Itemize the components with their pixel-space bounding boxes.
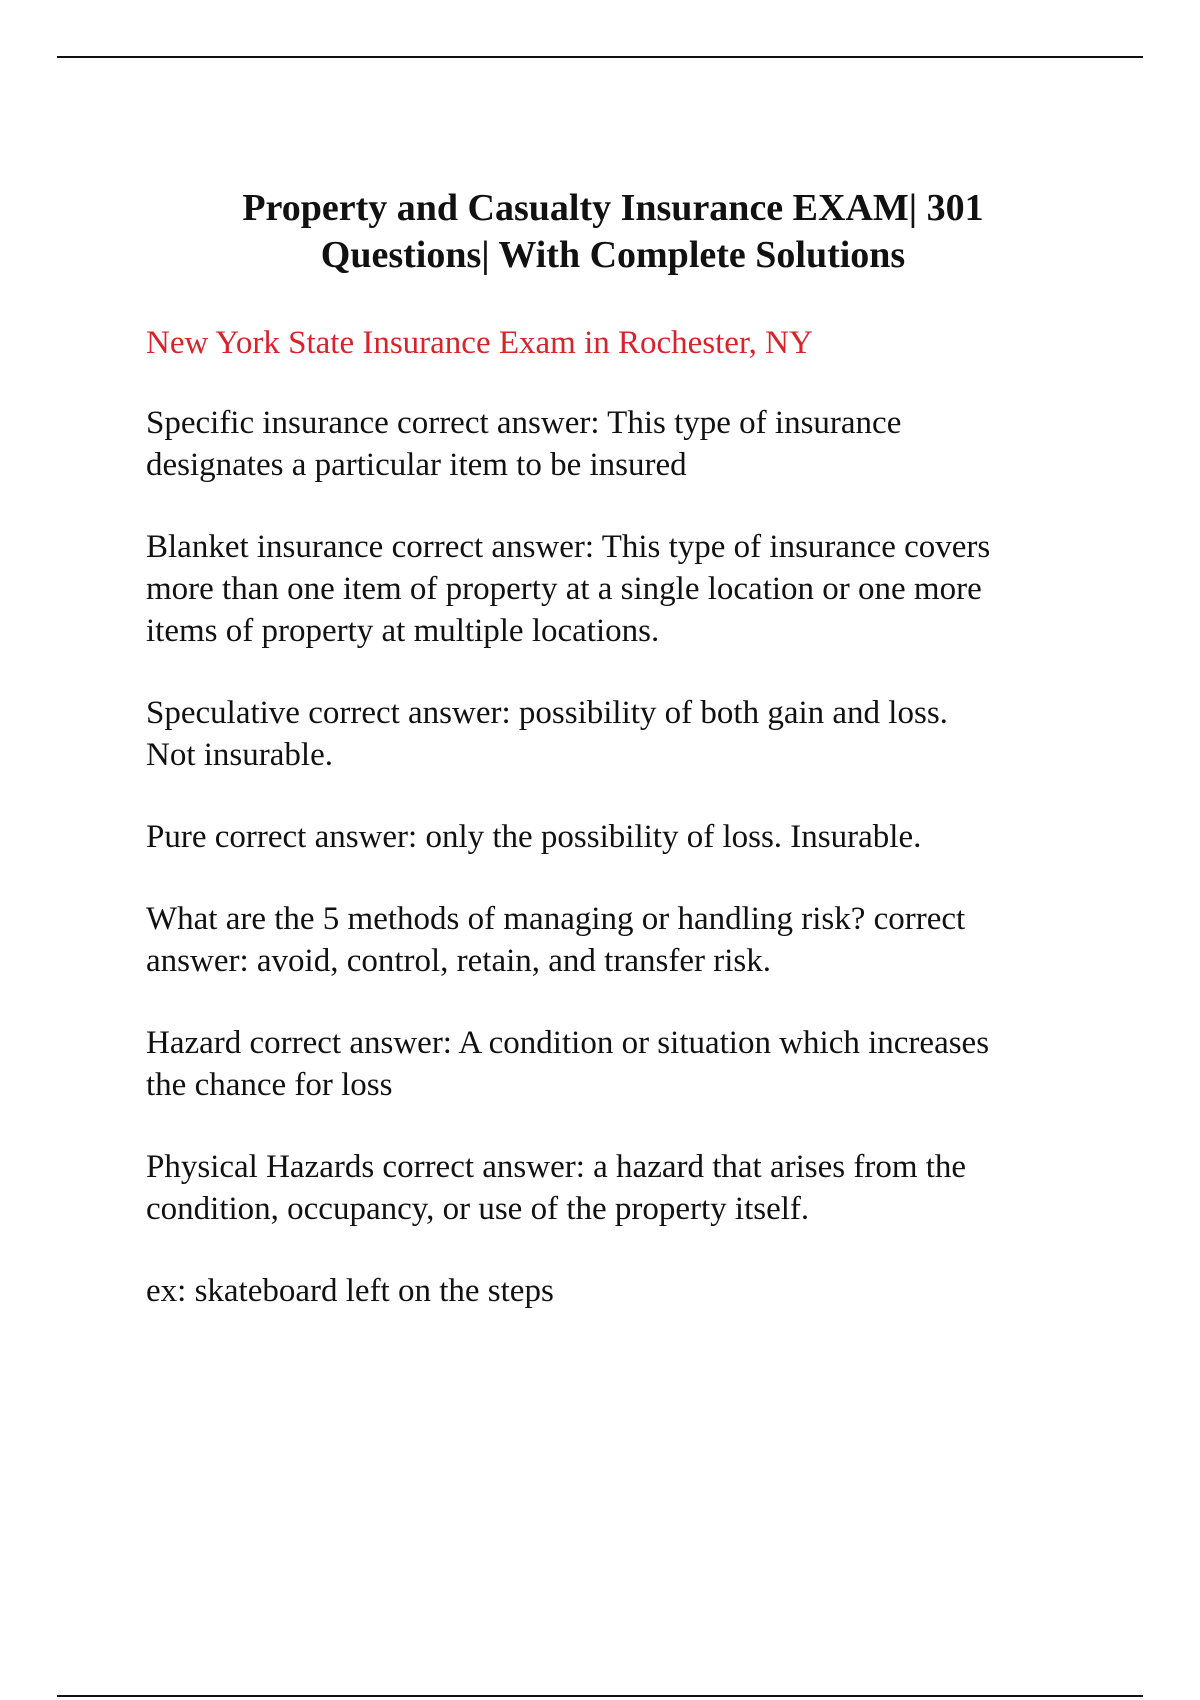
qa-line: condition, occupancy, or use of the property itself. (146, 1191, 810, 1227)
qa-entry-hazard (146, 1022, 1096, 1106)
qa-line: ex: skateboard left on the steps (146, 1273, 554, 1309)
document-title (138, 185, 1088, 279)
qa-line: Blanket insurance correct answer: This type of insurance covers (146, 529, 991, 565)
qa-entry-example (146, 1270, 1096, 1312)
qa-entry-specific-insurance (146, 402, 1096, 486)
title-line: Questions| With Complete Solutions (320, 234, 906, 276)
qa-line: Physical Hazards correct answer: a hazard that arises from the (146, 1149, 967, 1185)
qa-line: the chance for loss (146, 1067, 393, 1103)
qa-entry-speculative (146, 692, 1096, 776)
qa-line: Pure correct answer: only the possibility of loss. Insurable. (146, 819, 922, 855)
qa-line: Not insurable. (146, 737, 333, 773)
qa-line: items of property at multiple locations. (146, 613, 660, 649)
title-line: Property and Casualty Insurance EXAM| 301 (242, 187, 984, 229)
top-rule (57, 56, 1143, 58)
qa-entry-blanket-insurance (146, 526, 1096, 652)
qa-entry-physical-hazards (146, 1146, 1096, 1230)
qa-entry-pure (146, 816, 1096, 858)
qa-line: designates a particular item to be insured (146, 447, 687, 483)
qa-line: Speculative correct answer: possibility of both gain and loss. (146, 695, 948, 731)
page-content (146, 185, 1096, 1352)
qa-line: answer: avoid, control, retain, and transfer risk. (146, 943, 771, 979)
qa-line: Hazard correct answer: A condition or situation which increases (146, 1025, 990, 1061)
qa-line: Specific insurance correct answer: This type of insurance (146, 405, 902, 441)
qa-entry-risk-methods (146, 898, 1096, 982)
qa-line: more than one item of property at a single location or one more (146, 571, 982, 607)
bottom-rule (57, 1695, 1143, 1697)
document-subtitle: New York State Insurance Exam in Rochester, NY (146, 325, 813, 361)
qa-line: What are the 5 methods of managing or handling risk? correct (146, 901, 966, 937)
